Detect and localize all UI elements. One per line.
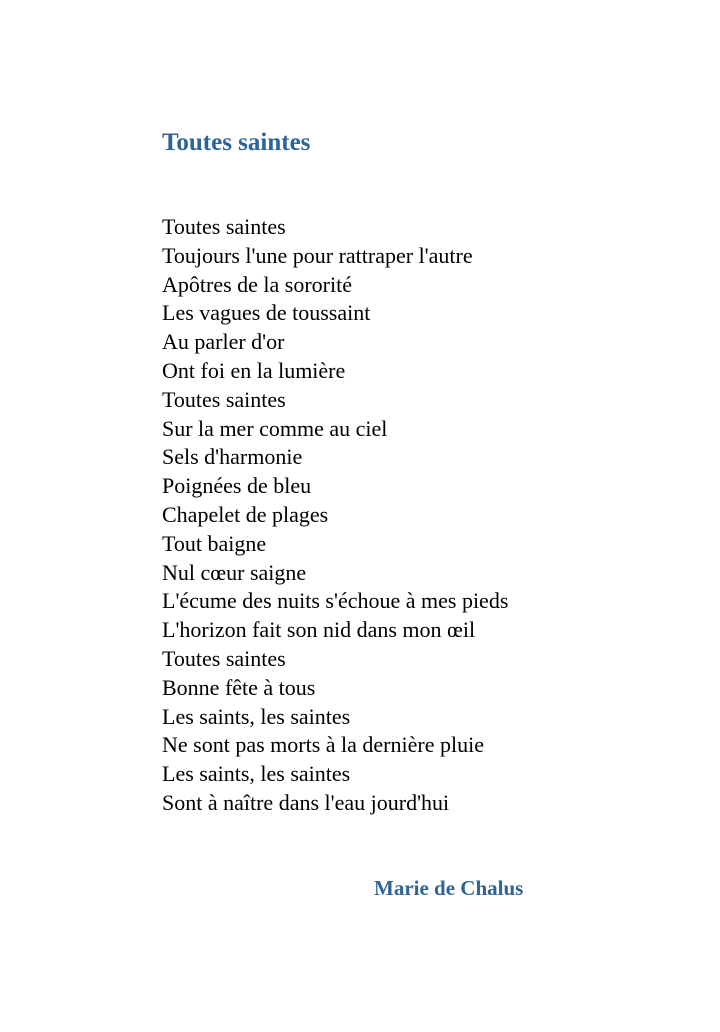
poem-line: Ne sont pas morts à la dernière pluie [162, 732, 484, 758]
poem-line: L'écume des nuits s'échoue à mes pieds [162, 588, 509, 614]
poem-line: Toutes saintes [162, 645, 286, 671]
poem-line: Ont foi en la lumière [162, 357, 346, 383]
poem-title: Toutes saintes [162, 129, 311, 156]
poem-line: Les saints, les saintes [162, 761, 351, 787]
poem-body [162, 213, 508, 818]
poem-line: Sont à naître dans l'eau jourd'hui [162, 789, 450, 815]
poem-line: Poignées de bleu [162, 473, 312, 499]
poem-line: Toujours l'une pour rattraper l'autre [162, 242, 473, 268]
poem-line: Tout baigne [162, 530, 267, 556]
poem-line: Les saints, les saintes [162, 703, 351, 729]
poem-line: Toutes saintes [162, 214, 286, 239]
poem-line: Bonne fête à tous [162, 674, 316, 700]
poem-line: Au parler d'or [162, 329, 285, 355]
poem-line: Sels d'harmonie [162, 444, 303, 470]
poem-line: Sur la mer comme au ciel [162, 415, 388, 441]
poem-line: Nul cœur saigne [162, 559, 307, 585]
poem-line: Toutes saintes [162, 386, 286, 412]
author-signature: Marie de Chalus [374, 876, 524, 900]
poem-line: Chapelet de plages [162, 501, 329, 527]
poem-line: L'horizon fait son nid dans mon œil [162, 617, 476, 643]
poem-line: Apôtres de la sororité [162, 271, 352, 297]
poem-line: Les vagues de toussaint [162, 300, 371, 326]
